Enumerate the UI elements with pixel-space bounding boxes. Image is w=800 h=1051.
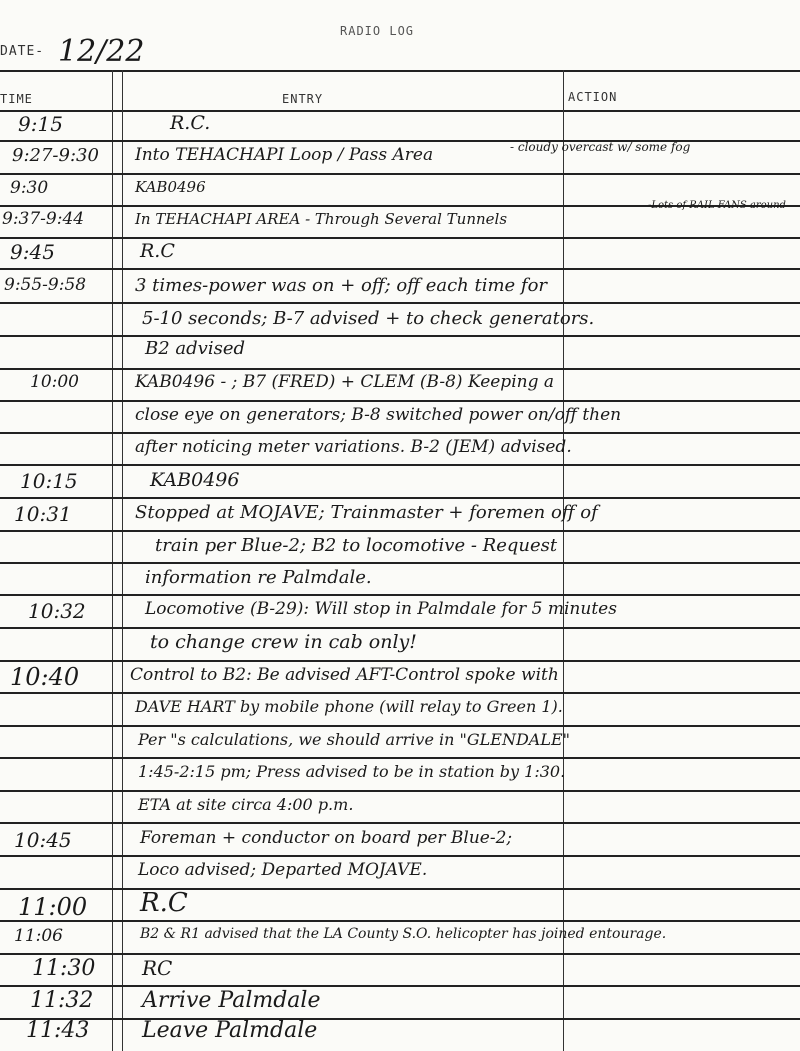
log-action: -Lots of RAIL FANS around <box>648 200 786 211</box>
column-header-action: ACTION <box>568 90 618 104</box>
rule-6 <box>0 302 800 304</box>
log-time: 10:40 <box>10 663 80 691</box>
log-time: 9:55-9:58 <box>4 275 87 295</box>
log-time: 9:30 <box>10 178 49 198</box>
log-time: 11:30 <box>32 956 96 981</box>
date-label: DATE- <box>0 44 45 59</box>
rule-22 <box>0 822 800 824</box>
log-time: 10:15 <box>20 469 78 493</box>
log-entry: R.C. <box>170 112 211 134</box>
rule-13 <box>0 530 800 532</box>
rule-24 <box>0 888 800 890</box>
rule-28 <box>0 1018 800 1020</box>
log-entry: Arrive Palmdale <box>142 988 321 1013</box>
rule-9 <box>0 400 800 402</box>
rule-26 <box>0 953 800 955</box>
rule-11 <box>0 464 800 466</box>
log-time: 11:06 <box>14 926 63 946</box>
top-rule <box>0 70 800 72</box>
header-rule <box>0 110 800 112</box>
action-column-divider <box>563 70 564 1051</box>
log-title: RADIO LOG <box>340 24 415 38</box>
log-time: 9:45 <box>10 240 55 264</box>
log-entry: close eye on generators; B-8 switched power on/off then <box>135 405 622 425</box>
rule-27 <box>0 985 800 987</box>
log-entry: R.C <box>140 888 188 918</box>
log-entry: RC <box>142 956 173 980</box>
log-entry: B2 & R1 advised that the LA County S.O. helicopter has joined entourage. <box>140 926 667 942</box>
log-time: 11:00 <box>18 893 88 921</box>
log-entry: Locomotive (B-29): Will stop in Palmdale for 5 minutes <box>145 599 617 619</box>
log-time: 9:15 <box>18 112 63 136</box>
rule-21 <box>0 790 800 792</box>
log-action: - cloudy overcast w/ some fog <box>510 140 691 154</box>
log-entry: ETA at site circa 4:00 p.m. <box>138 795 354 814</box>
rule-20 <box>0 757 800 759</box>
log-entry: KAB0496 - ; B7 (FRED) + CLEM (B-8) Keeping a <box>135 372 554 392</box>
log-time: 11:32 <box>30 988 94 1013</box>
rule-7 <box>0 335 800 337</box>
rule-17 <box>0 660 800 662</box>
log-entry: Stopped at MOJAVE; Trainmaster + foremen off of <box>135 502 598 523</box>
log-entry: Loco advised; Departed MOJAVE. <box>138 860 428 880</box>
log-time: 11:43 <box>26 1018 90 1043</box>
log-entry: 5-10 seconds; B-7 advised + to check generators. <box>142 308 595 329</box>
rule-10 <box>0 432 800 434</box>
rule-14 <box>0 562 800 564</box>
log-entry: DAVE HART by mobile phone (will relay to Green 1). <box>135 697 563 716</box>
time-column-divider-inner <box>122 70 123 1051</box>
rule-5 <box>0 268 800 270</box>
rule-18 <box>0 692 800 694</box>
log-entry: 3 times-power was on + off; off each time for <box>135 275 548 296</box>
log-entry: 1:45-2:15 pm; Press advised to be in station by 1:30. <box>138 762 566 781</box>
log-time: 10:32 <box>28 599 86 623</box>
log-entry: In TEHACHAPI AREA - Through Several Tunnels <box>135 210 508 228</box>
log-time: 10:31 <box>14 502 72 526</box>
log-entry: Foreman + conductor on board per Blue-2; <box>140 828 513 848</box>
log-entry: Control to B2: Be advised AFT-Control spoke with <box>130 665 559 685</box>
rule-8 <box>0 368 800 370</box>
rule-4 <box>0 237 800 239</box>
rule-25 <box>0 920 800 922</box>
column-header-entry: ENTRY <box>282 92 324 106</box>
rule-15 <box>0 594 800 596</box>
log-time: 10:00 <box>30 372 79 392</box>
log-time: 9:37-9:44 <box>2 209 85 229</box>
rule-12 <box>0 497 800 499</box>
log-entry: train per Blue-2; B2 to locomotive - Request <box>155 535 558 556</box>
date-value: 12/22 <box>58 34 145 69</box>
log-entry: information re Palmdale. <box>145 567 372 588</box>
log-entry: KAB0496 <box>135 178 206 196</box>
log-entry: R.C <box>140 240 175 262</box>
rule-19 <box>0 725 800 727</box>
rule-2 <box>0 173 800 175</box>
log-entry: after noticing meter variations. B-2 (JEM) advised. <box>135 437 572 457</box>
log-entry: Per "s calculations, we should arrive in "GLENDALE" <box>138 730 571 749</box>
log-entry: Leave Palmdale <box>142 1018 318 1043</box>
log-entry: KAB0496 <box>150 469 240 491</box>
log-entry: to change crew in cab only! <box>150 631 417 653</box>
rule-16 <box>0 627 800 629</box>
column-header-time: TIME <box>0 92 33 106</box>
time-column-divider <box>112 70 113 1051</box>
log-time: 9:27-9:30 <box>12 145 99 166</box>
log-time: 10:45 <box>14 828 72 852</box>
log-entry: Into TEHACHAPI Loop / Pass Area <box>135 145 434 165</box>
rule-23 <box>0 855 800 857</box>
log-entry: B2 advised <box>145 338 245 359</box>
